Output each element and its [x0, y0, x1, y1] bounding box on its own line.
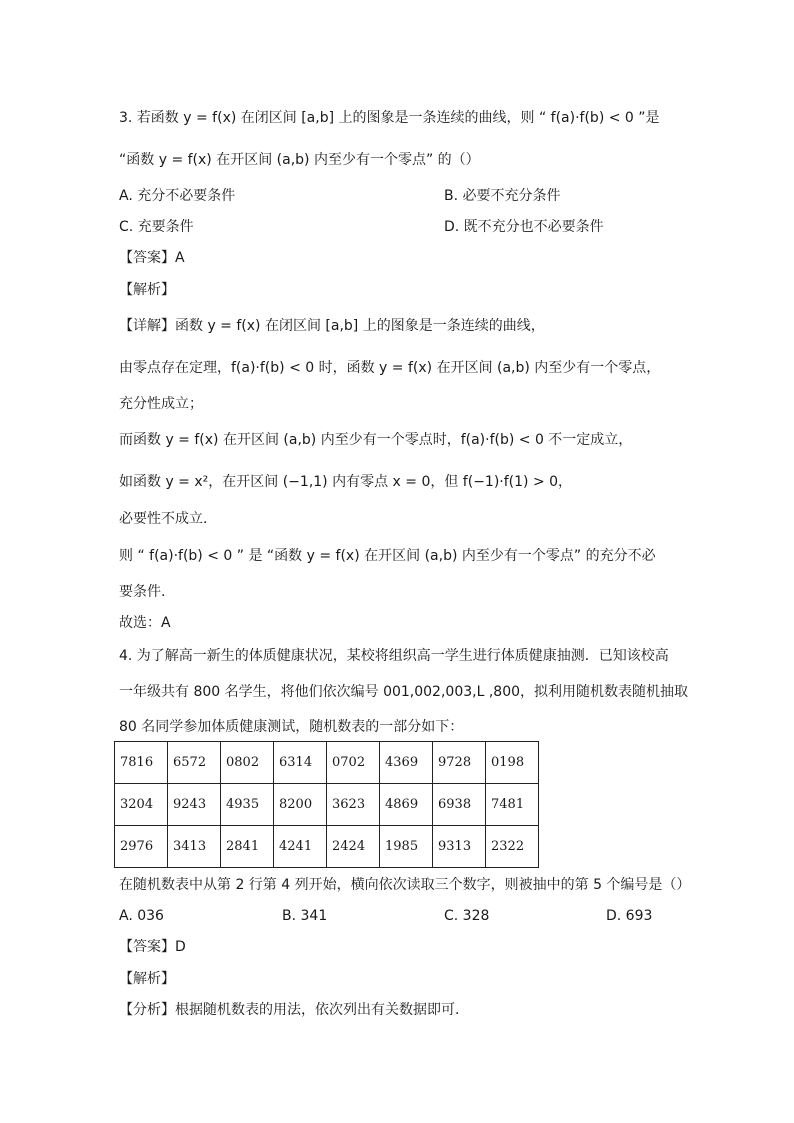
q3-stem-line2: “函数 y = f(x) 在开区间 (a,b) 内至少有一个零点” 的（）: [119, 152, 480, 168]
table-cell: 8200: [274, 784, 327, 826]
q3-analysis-label: 【解析】: [119, 282, 175, 298]
q3-detail-line: 必要性不成立.: [119, 511, 208, 527]
q3-detail-line: 则 “ f(a)·f(b) < 0 ” 是 “函数 y = f(x) 在开区间 (a,b) 内至少有一个零点” 的充分不必: [119, 548, 656, 564]
q4-option-b: B. 341: [282, 908, 328, 924]
q4-question: 在随机数表中从第 2 行第 4 列开始，横向依次读取三个数字，则被抽中的第 5 个编号是（）: [119, 877, 691, 893]
q4-stem-line: 80 名同学参加体质健康测试，随机数表的一部分如下：: [119, 719, 464, 735]
q3-detail-line: 【详解】函数 y = f(x) 在闭区间 [a,b] 上的图象是一条连续的曲线，: [119, 318, 545, 334]
q3-option-a: A. 充分不必要条件: [119, 188, 236, 204]
table-cell: 6314: [274, 742, 327, 784]
q3-detail-line: 故选：A: [119, 615, 171, 631]
q4-stem-line: 一年级共有 800 名学生，将他们依次编号 001,002,003,L ,800，拟利用随机数表随机抽取: [119, 684, 689, 700]
table-cell: 3413: [168, 826, 221, 868]
q4-option-a: A. 036: [119, 908, 164, 924]
q4-analysis-label: 【解析】: [119, 971, 175, 987]
table-cell: 2424: [327, 826, 380, 868]
table-cell: 3623: [327, 784, 380, 826]
table-cell: 4369: [380, 742, 433, 784]
q3-detail-line: 要条件.: [119, 584, 166, 600]
table-cell: 6938: [433, 784, 486, 826]
table-cell: 7481: [486, 784, 539, 826]
table-cell: 9728: [433, 742, 486, 784]
q3-detail-line: 充分性成立；: [119, 396, 203, 412]
table-cell: 9243: [168, 784, 221, 826]
q3-option-b: B. 必要不充分条件: [444, 188, 561, 204]
q3-option-d: D. 既不充分也不必要条件: [444, 219, 604, 235]
table-row: [115, 826, 539, 868]
table-cell: 7816: [115, 742, 168, 784]
table-cell: 4869: [380, 784, 433, 826]
table-cell: 0702: [327, 742, 380, 784]
table-cell: 4935: [221, 784, 274, 826]
q3-answer: 【答案】A: [119, 250, 185, 266]
q4-option-c: C. 328: [444, 908, 490, 924]
table-row: [115, 784, 539, 826]
table-cell: 0802: [221, 742, 274, 784]
q4-answer: 【答案】D: [119, 939, 186, 955]
q4-option-d: D. 693: [606, 908, 653, 924]
table-cell: 2841: [221, 826, 274, 868]
q4-stem-line: 4. 为了解高一新生的体质健康状况，某校将组织高一学生进行体质健康抽测．已知该校高: [119, 648, 669, 664]
table-row: [115, 742, 539, 784]
q4-analysis-text: 【分析】根据随机数表的用法，依次列出有关数据即可.: [119, 1002, 460, 1018]
q3-detail-line: 如函数 y = x²，在开区间 (−1,1) 内有零点 x = 0，但 f(−1)·f(1) > 0，: [119, 474, 573, 490]
q3-option-c: C. 充要条件: [119, 219, 194, 235]
table-cell: 4241: [274, 826, 327, 868]
q3-detail-line: 由零点存在定理，f(a)·f(b) < 0 时，函数 y = f(x) 在开区间 (a,b) 内至少有一个零点，: [119, 360, 661, 376]
random-number-table: [114, 741, 539, 868]
table-cell: 0198: [486, 742, 539, 784]
q3-stem-line1: 3. 若函数 y = f(x) 在闭区间 [a,b] 上的图象是一条连续的曲线，则 “ f(a)·f(b) < 0 ”是: [119, 110, 660, 126]
table-cell: 3204: [115, 784, 168, 826]
table-cell: 2322: [486, 826, 539, 868]
table-cell: 9313: [433, 826, 486, 868]
table-cell: 1985: [380, 826, 433, 868]
q3-detail-line: 而函数 y = f(x) 在开区间 (a,b) 内至少有一个零点时，f(a)·f(b) < 0 不一定成立，: [119, 432, 633, 448]
table-cell: 2976: [115, 826, 168, 868]
table-cell: 6572: [168, 742, 221, 784]
